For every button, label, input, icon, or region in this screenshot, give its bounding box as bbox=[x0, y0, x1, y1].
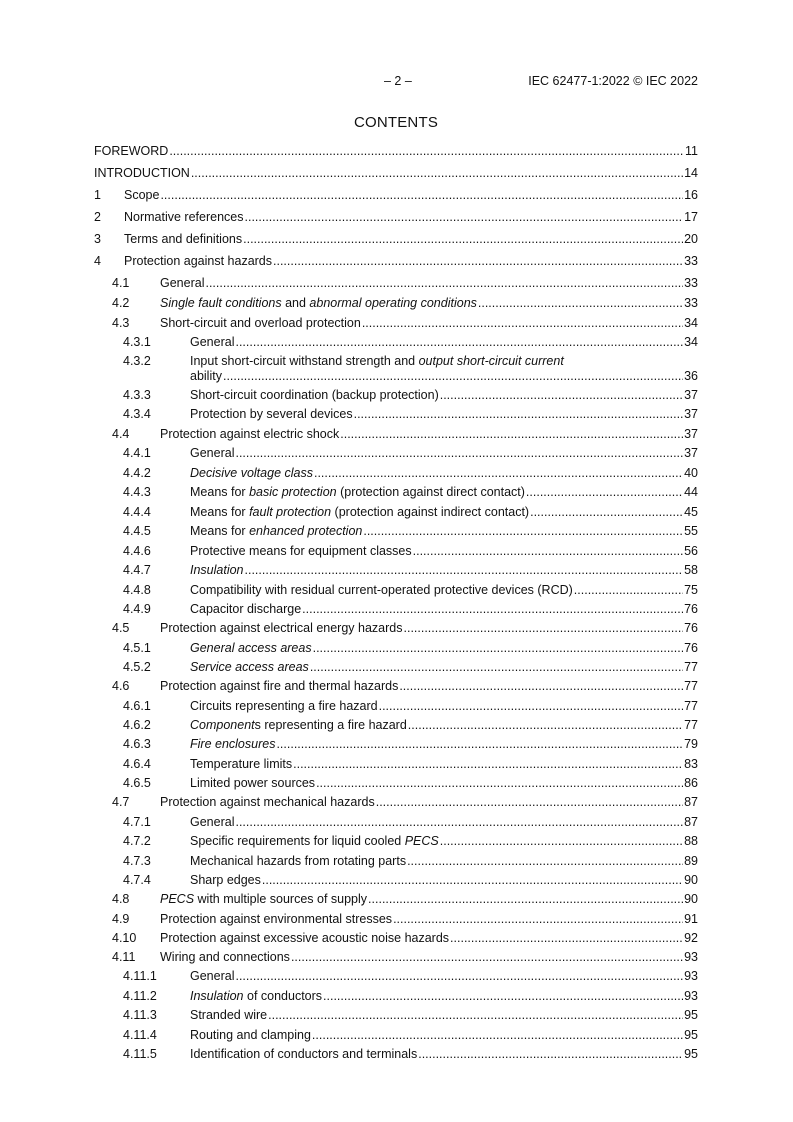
toc-entry-title-continued: ability bbox=[190, 369, 222, 383]
toc-entry-page: 93 bbox=[684, 950, 698, 964]
toc-entry-title: Protection against environmental stresses bbox=[160, 912, 393, 926]
dot-leader bbox=[302, 602, 683, 617]
toc-entry-number: 4.6 bbox=[112, 679, 130, 693]
toc-entry-number: 4.4.4 bbox=[123, 505, 151, 519]
toc-entry-page: 91 bbox=[684, 912, 698, 926]
dot-leader bbox=[413, 544, 683, 559]
toc-entry-title: Sharp edges bbox=[190, 873, 261, 887]
dot-leader bbox=[313, 641, 684, 656]
toc-entry-title: Means for enhanced protection bbox=[190, 524, 363, 538]
dot-leader bbox=[273, 254, 683, 269]
dot-leader bbox=[191, 166, 683, 181]
toc-entry-title: General bbox=[160, 276, 205, 290]
toc-entry-title: Protection against mechanical hazards bbox=[160, 795, 375, 809]
dot-leader bbox=[268, 1008, 683, 1023]
dot-leader bbox=[368, 892, 683, 907]
toc-entry-title: Circuits representing a fire hazard bbox=[190, 699, 378, 713]
toc-entry-number: 4.1 bbox=[112, 276, 130, 290]
toc-entry-title: Protection against excessive acoustic noise hazards bbox=[160, 931, 450, 945]
dot-leader bbox=[235, 969, 683, 984]
toc-entry-title: Fire enclosures bbox=[190, 737, 276, 751]
toc-entry-title: General bbox=[190, 815, 235, 829]
dot-leader bbox=[169, 144, 684, 159]
dot-leader bbox=[399, 679, 683, 694]
toc-entry-title: Protection against electric shock bbox=[160, 427, 340, 441]
toc-entry-number: 4.5.2 bbox=[123, 660, 151, 674]
toc-entry-title: Components representing a fire hazard bbox=[190, 718, 407, 732]
toc-entry-page: 16 bbox=[684, 188, 698, 202]
toc-entry-page: 93 bbox=[684, 969, 698, 983]
toc-entry-page: 93 bbox=[684, 989, 698, 1003]
toc-entry-page: 14 bbox=[684, 166, 698, 180]
toc-entry-number: 4.3.3 bbox=[123, 388, 151, 402]
standard-reference: IEC 62477-1:2022 © IEC 2022 bbox=[528, 74, 698, 88]
toc-entry-title: Service access areas bbox=[190, 660, 309, 674]
toc-entry-title: Single fault conditions and abnormal operating conditions bbox=[160, 296, 477, 310]
toc-entry-number: 4.11.4 bbox=[123, 1028, 157, 1042]
dot-leader bbox=[245, 210, 684, 225]
toc-entry-number: 4.6.1 bbox=[123, 699, 151, 713]
toc-entry-title: Compatibility with residual current-operated protective devices (RCD) bbox=[190, 583, 573, 597]
toc-entry-title: Means for fault protection (protection against indirect contact) bbox=[190, 505, 530, 519]
toc-entry-number: 4.6.5 bbox=[123, 776, 151, 790]
dot-leader bbox=[323, 989, 683, 1004]
toc-entry-page: 58 bbox=[684, 563, 698, 577]
dot-leader bbox=[379, 699, 684, 714]
toc-entry-page: 33 bbox=[684, 254, 698, 268]
toc-entry-page: 76 bbox=[684, 641, 698, 655]
dot-leader bbox=[235, 446, 683, 461]
toc-entry-title: Protective means for equipment classes bbox=[190, 544, 412, 558]
toc-entry-number: 4.11.5 bbox=[123, 1047, 157, 1061]
toc-entry-number: 4.4.9 bbox=[123, 602, 151, 616]
dot-leader bbox=[363, 524, 683, 539]
toc-entry-number: 4.9 bbox=[112, 912, 130, 926]
toc-entry-page: 45 bbox=[684, 505, 698, 519]
toc-entry-page: 90 bbox=[684, 873, 698, 887]
toc-entry-page: 40 bbox=[684, 466, 698, 480]
toc-entry-title: Short-circuit coordination (backup protection) bbox=[190, 388, 439, 402]
toc-entry-page: 17 bbox=[684, 210, 698, 224]
toc-entry-page: 36 bbox=[684, 369, 698, 383]
toc-entry-page: 77 bbox=[684, 679, 698, 693]
dot-leader bbox=[526, 485, 683, 500]
page-number: – 2 – bbox=[384, 74, 412, 88]
toc-entry-page: 44 bbox=[684, 485, 698, 499]
toc-entry-title: Stranded wire bbox=[190, 1008, 268, 1022]
toc-entry-page: 79 bbox=[684, 737, 698, 751]
contents-title: CONTENTS bbox=[353, 114, 439, 131]
toc-entry-title: General access areas bbox=[190, 641, 312, 655]
toc-entry-title: Decisive voltage class bbox=[190, 466, 313, 480]
dot-leader bbox=[314, 466, 683, 481]
dot-leader bbox=[205, 276, 683, 291]
dot-leader bbox=[393, 912, 683, 927]
toc-entry-number: 4.4 bbox=[112, 427, 130, 441]
dot-leader bbox=[245, 563, 684, 578]
toc-entry-number: 4.11 bbox=[112, 950, 136, 964]
toc-entry-title: Specific requirements for liquid cooled PECS bbox=[190, 834, 439, 848]
toc-entry-page: 33 bbox=[684, 276, 698, 290]
dot-leader bbox=[440, 388, 683, 403]
toc-entry-title: Protection against hazards bbox=[124, 254, 273, 268]
toc-entry-number: 4.7.1 bbox=[123, 815, 151, 829]
toc-entry-page: 37 bbox=[684, 446, 698, 460]
toc-entry-page: 56 bbox=[684, 544, 698, 558]
toc-entry-page: 95 bbox=[684, 1047, 698, 1061]
toc-entry-title: Normative references bbox=[124, 210, 244, 224]
toc-entry-number: 4.8 bbox=[112, 892, 130, 906]
toc-entry-title: Limited power sources bbox=[190, 776, 316, 790]
dot-leader bbox=[530, 505, 683, 520]
toc-entry-number: 4.4.5 bbox=[123, 524, 151, 538]
dot-leader bbox=[418, 1047, 683, 1062]
toc-entry-page: 76 bbox=[684, 602, 698, 616]
toc-entry-page: 95 bbox=[684, 1028, 698, 1042]
toc-entry-title: Insulation of conductors bbox=[190, 989, 323, 1003]
toc-entry-page: 75 bbox=[684, 583, 698, 597]
toc-entry-page: 83 bbox=[684, 757, 698, 771]
toc-entry-page: 34 bbox=[684, 316, 698, 330]
toc-entry-title: Means for basic protection (protection against direct contact) bbox=[190, 485, 525, 499]
toc-entry-title: Wiring and connections bbox=[160, 950, 290, 964]
dot-leader bbox=[376, 795, 683, 810]
toc-entry-number: 4.3.1 bbox=[123, 335, 151, 349]
toc-entry-number: 4.7.4 bbox=[123, 873, 151, 887]
toc-entry-number: 4.4.1 bbox=[123, 446, 151, 460]
toc-entry-page: 88 bbox=[684, 834, 698, 848]
dot-leader bbox=[316, 776, 683, 791]
toc-entry-page: 86 bbox=[684, 776, 698, 790]
dot-leader bbox=[362, 316, 683, 331]
toc-entry-number: 4.3.2 bbox=[123, 354, 151, 368]
dot-leader bbox=[440, 834, 683, 849]
toc-entry-page: 37 bbox=[684, 427, 698, 441]
toc-entry-title: Mechanical hazards from rotating parts bbox=[190, 854, 407, 868]
dot-leader bbox=[293, 757, 683, 772]
toc-entry-number: 4.2 bbox=[112, 296, 130, 310]
toc-entry-title: PECS with multiple sources of supply bbox=[160, 892, 368, 906]
toc-entry-page: 37 bbox=[684, 407, 698, 421]
toc-entry-number: 4.4.3 bbox=[123, 485, 151, 499]
toc-entry-title: Temperature limits bbox=[190, 757, 293, 771]
toc-entry-number: 4.11.3 bbox=[123, 1008, 157, 1022]
dot-leader bbox=[404, 621, 684, 636]
toc-entry-number: 4.11.1 bbox=[123, 969, 157, 983]
page-header bbox=[94, 74, 698, 92]
dot-leader bbox=[160, 188, 683, 203]
dot-leader bbox=[354, 407, 684, 422]
toc-entry-number: 4.7 bbox=[112, 795, 130, 809]
toc-entry-page: 77 bbox=[684, 660, 698, 674]
toc-entry-number: 4.5.1 bbox=[123, 641, 151, 655]
toc-entry-page: 33 bbox=[684, 296, 698, 310]
dot-leader bbox=[291, 950, 683, 965]
toc-entry-page: 77 bbox=[684, 718, 698, 732]
toc-entry-number: 4.3 bbox=[112, 316, 130, 330]
dot-leader bbox=[262, 873, 683, 888]
dot-leader bbox=[235, 335, 683, 350]
toc-entry-title: Insulation bbox=[190, 563, 244, 577]
toc-entry-title: Identification of conductors and terminals bbox=[190, 1047, 418, 1061]
toc-entry-title: Scope bbox=[124, 188, 160, 202]
toc-entry-page: 90 bbox=[684, 892, 698, 906]
dot-leader bbox=[408, 718, 683, 733]
toc-entry-page: 55 bbox=[684, 524, 698, 538]
toc-entry-title: General bbox=[190, 446, 235, 460]
dot-leader bbox=[478, 296, 683, 311]
toc-entry-page: 11 bbox=[685, 144, 698, 158]
toc-entry-page: 92 bbox=[684, 931, 698, 945]
toc-entry-title: Protection against fire and thermal hazards bbox=[160, 679, 399, 693]
toc-entry-title: FOREWORD bbox=[94, 144, 169, 158]
toc-entry-page: 76 bbox=[684, 621, 698, 635]
toc-entry-title: Short-circuit and overload protection bbox=[160, 316, 361, 330]
dot-leader bbox=[574, 583, 683, 598]
toc-entry-page: 37 bbox=[684, 388, 698, 402]
dot-leader bbox=[223, 369, 683, 384]
toc-entry-number: 4.5 bbox=[112, 621, 130, 635]
toc-entry-page: 95 bbox=[684, 1008, 698, 1022]
toc-entry-page: 87 bbox=[684, 795, 698, 809]
toc-entry-page: 89 bbox=[684, 854, 698, 868]
dot-leader bbox=[340, 427, 683, 442]
toc-entry-title: Capacitor discharge bbox=[190, 602, 302, 616]
dot-leader bbox=[276, 737, 683, 752]
toc-entry-number: 1 bbox=[94, 188, 101, 202]
toc-entry-page: 34 bbox=[684, 335, 698, 349]
toc-entry-title: Protection by several devices bbox=[190, 407, 353, 421]
toc-entry-number: 4.7.3 bbox=[123, 854, 151, 868]
toc-entry-number: 4.4.8 bbox=[123, 583, 151, 597]
dot-leader bbox=[235, 815, 683, 830]
toc-entry-title: Protection against electrical energy hazards bbox=[160, 621, 403, 635]
toc-entry-page: 20 bbox=[684, 232, 698, 246]
toc-entry-number: 4.6.3 bbox=[123, 737, 151, 751]
toc-entry-number: 2 bbox=[94, 210, 101, 224]
toc-entry-number: 4 bbox=[94, 254, 101, 268]
toc-entry-page: 87 bbox=[684, 815, 698, 829]
toc-entry-number: 3 bbox=[94, 232, 101, 246]
toc-entry-title: Input short-circuit withstand strength and output short-circuit current bbox=[190, 354, 564, 368]
dot-leader bbox=[310, 660, 683, 675]
toc-entry-title: Terms and definitions bbox=[124, 232, 243, 246]
dot-leader bbox=[450, 931, 683, 946]
toc-entry-title: General bbox=[190, 969, 235, 983]
toc-entry-number: 4.6.2 bbox=[123, 718, 151, 732]
toc-entry-title: INTRODUCTION bbox=[94, 166, 190, 180]
toc-entry-number: 4.4.7 bbox=[123, 563, 151, 577]
toc-entry-page: 77 bbox=[684, 699, 698, 713]
toc-entry-number: 4.10 bbox=[112, 931, 137, 945]
toc-entry-title: Routing and clamping bbox=[190, 1028, 311, 1042]
toc-entry-number: 4.11.2 bbox=[123, 989, 157, 1003]
dot-leader bbox=[243, 232, 683, 247]
toc-entry-number: 4.4.2 bbox=[123, 466, 151, 480]
dot-leader bbox=[407, 854, 683, 869]
toc-entry-title: General bbox=[190, 335, 235, 349]
toc-entry-number: 4.7.2 bbox=[123, 834, 151, 848]
toc-entry-number: 4.6.4 bbox=[123, 757, 151, 771]
toc-entry-number: 4.3.4 bbox=[123, 407, 151, 421]
toc-entry-number: 4.4.6 bbox=[123, 544, 151, 558]
dot-leader bbox=[312, 1028, 683, 1043]
